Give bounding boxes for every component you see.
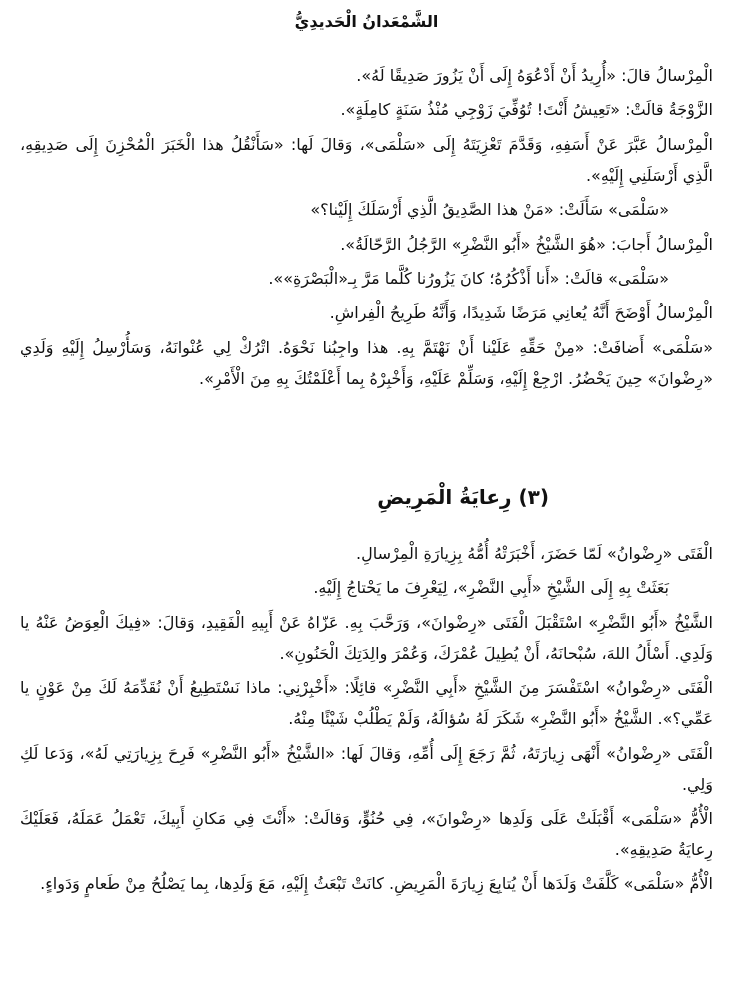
paragraph: الْمِرْسالُ أَوْضَحَ أَنَّهُ يُعانِي مَرَضًا شَدِيدًا، وَأَنَّهُ طَرِيحُ الْفِراشِ. bbox=[329, 303, 713, 323]
paragraph: الْمِرْسالُ أَجابَ: «هُوَ الشَّيْخُ «أَبُو النَّضْرِ» الرَّجُلُ الرَّحّالَةُ». bbox=[340, 234, 713, 254]
paragraph: الْأُمُّ «سَلْمَى» كَلَّفَتْ وَلَدَها أَنْ يُتابِعَ زِيارَةَ الْمَرِيضِ. كانَتْ تَبْعَثُ إِلَيْهِ، مَعَ وَلَدِها، بِما يَصْلُحُ مِنْ طَعامٍ وَدَواءٍ. bbox=[40, 874, 713, 894]
paragraph: الْمِرْسالُ عَبَّرَ عَنْ أَسَفِهِ، وَقَدَّمَ تَعْزِيَتَهُ إِلَى «سَلْمَى»، وَقالَ لَها: «سَأَنْقُلُ هذا الْخَبَرَ الْمُحْزِنَ إِلَى صَدِيقِهِ، الَّذِي أَرْسَلَنِي إِلَيْهِ». bbox=[20, 134, 713, 185]
paragraph: الْفَتَى «رِضْوانُ» أَنْهَى زِيارَتَهُ، ثُمَّ رَجَعَ إِلَى أُمِّهِ، وَقالَ لَها: «الشَّيْخُ «أَبُو النَّضْرِ» فَرِحَ بِزِيارَتِي لَهُ»، وَدَعا لَكِ وَلِي. bbox=[20, 743, 713, 794]
story-section-1 bbox=[20, 60, 713, 394]
paragraph: الزَّوْجَةُ قالَتْ: «تَعِيشُ أَنْتَ! تُوُفِّيَ زَوْجِي مُنْذُ سَنَةٍ كامِلَةٍ». bbox=[340, 100, 713, 120]
paragraph: الْأُمُّ «سَلْمَى» أَقْبَلَتْ عَلَى وَلَدِها «رِضْوانَ»، فِي حُنُوٍّ، وَقالَتْ: «أَنْتَ فِي مَكانِ أَبِيكَ، تَعْمَلُ عَمَلَهُ، فَعَلَيْكَ رِعايَةُ صَدِيقِهِ». bbox=[20, 808, 713, 859]
paragraph: الْفَتَى «رِضْوانُ» اسْتَفْسَرَ مِنَ الشَّيْخِ «أَبِي النَّضْرِ» قائِلًا: «أَخْبِرْنِي: ماذا نَسْتَطِيعُ أَنْ نُقَدِّمَهُ لَكَ مِنْ عَوْنٍ يا عَمِّي؟». الشَّيْخُ «أَبُو النَّضْرِ» شَكَرَ لَهُ سُؤالَهُ، وَلَمْ يَطْلُبْ شَيْئًا مِنْهُ. bbox=[20, 678, 713, 729]
section-heading: (٣) رِعايَةُ الْمَرِيضِ bbox=[377, 485, 549, 509]
story-section-2 bbox=[20, 538, 713, 899]
paragraph: «سَلْمَى» أَضافَتْ: «مِنْ حَقِّهِ عَلَيْنا أَنْ نَهْتَمَّ بِهِ. هذا واجِبُنا نَحْوَهُ. اتْرُكْ لِي عُنْوانَهُ، وَسَأُرْسِلُ إِلَيْهِ وَلَدِي «رِضْوانَ» حِينَ يَحْضُرُ. ارْجِعْ إِلَيْهِ، وَسَلِّمْ عَلَيْهِ، وَأَخْبِرْهُ بِما أَعْلَمْتُكَ بِهِ مِنَ الْأَمْرِ». bbox=[20, 337, 713, 388]
paragraph: الْمِرْسالُ قالَ: «أُرِيدُ أَنْ أَدْعُوَهُ إِلَى أَنْ يَزُورَ صَدِيقًا لَهُ». bbox=[356, 66, 713, 85]
paragraph: «سَلْمَى» سَأَلَتْ: «مَنْ هذا الصَّدِيقُ الَّذِي أَرْسَلَكَ إِلَيْنا؟» bbox=[310, 200, 669, 220]
paragraph: «سَلْمَى» قالَتْ: «أَنا أَذْكُرُهُ؛ كانَ يَزُورُنا كُلَّما مَرَّ بِـ«الْبَصْرَةِ»». bbox=[268, 268, 669, 288]
paragraph: الشَّيْخُ «أَبُو النَّضْرِ» اسْتَقْبَلَ الْفَتَى «رِضْوانَ»، وَرَحَّبَ بِهِ. عَزّاهُ عَنْ أَبِيهِ الْفَقِيدِ، وَقالَ: «فِيكَ الْعِوَضُ عَنْهُ يا وَلَدِي. أَسْأَلُ اللهَ، سُبْحانَهُ، أَنْ يُطِيلَ عُمْرَكَ، وَعُمْرَ والِدَتِكَ الْحَنُونِ». bbox=[20, 612, 713, 663]
paragraph: الْفَتَى «رِضْوانُ» لَمّا حَضَرَ، أَخْبَرَتْهُ أُمُّهُ بِزِيارَةِ الْمِرْسالِ. bbox=[355, 544, 713, 563]
running-head: الشَّمْعَدانُ الْحَديدِيُّ bbox=[294, 12, 439, 31]
paragraph: بَعَثَتْ بِهِ إِلَى الشَّيْخِ «أَبِي النَّضْرِ»، لِيَعْرِفَ ما يَحْتاجُ إِلَيْهِ. bbox=[313, 578, 669, 598]
